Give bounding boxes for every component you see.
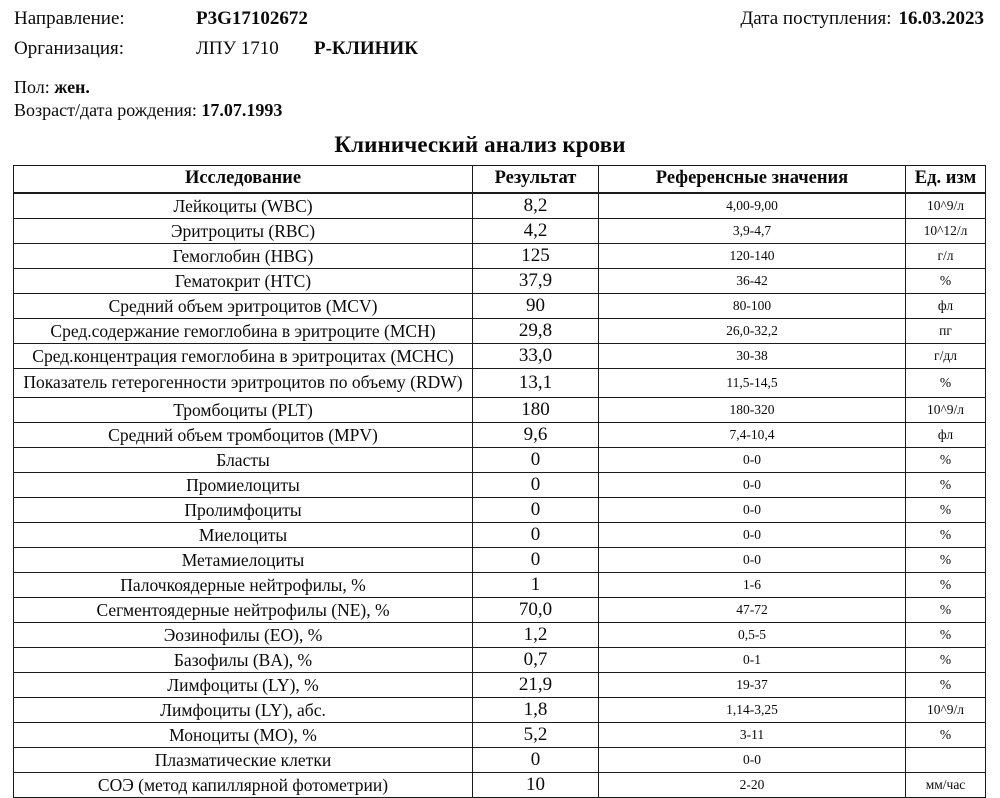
cell-result: 13,1 bbox=[473, 369, 599, 398]
cell-unit: % bbox=[906, 598, 986, 623]
cell-reference: 30-38 bbox=[599, 344, 906, 369]
cell-result: 8,2 bbox=[473, 193, 599, 219]
cell-reference: 0-0 bbox=[599, 548, 906, 573]
cell-unit: % bbox=[906, 723, 986, 748]
cell-reference: 0-0 bbox=[599, 448, 906, 473]
cell-unit: г/дл bbox=[906, 344, 986, 369]
cell-study: СОЭ (метод капиллярной фотометрии) bbox=[14, 773, 473, 798]
cell-reference: 3,9-4,7 bbox=[599, 219, 906, 244]
organization-name: Р-КЛИНИК bbox=[314, 38, 418, 59]
table-row bbox=[14, 573, 986, 598]
cell-study: Моноциты (MO), % bbox=[14, 723, 473, 748]
cell-study: Лимфоциты (LY), % bbox=[14, 673, 473, 698]
table-row bbox=[14, 473, 986, 498]
cell-result: 125 bbox=[473, 244, 599, 269]
cell-reference: 0-0 bbox=[599, 473, 906, 498]
column-header-unit: Ед. изм bbox=[906, 166, 986, 194]
cell-result: 70,0 bbox=[473, 598, 599, 623]
cell-result: 0 bbox=[473, 523, 599, 548]
cell-result: 33,0 bbox=[473, 344, 599, 369]
cell-study: Палочкоядерные нейтрофилы, % bbox=[14, 573, 473, 598]
patient-sex-value: жен. bbox=[54, 77, 90, 97]
patient-sex-label: Пол: bbox=[14, 77, 50, 97]
cell-result: 0,7 bbox=[473, 648, 599, 673]
cell-study: Средний объем эритроцитов (MCV) bbox=[14, 294, 473, 319]
cell-unit: % bbox=[906, 648, 986, 673]
cell-unit: % bbox=[906, 369, 986, 398]
cell-reference: 11,5-14,5 bbox=[599, 369, 906, 398]
document-header bbox=[0, 0, 1000, 122]
cell-study: Средний объем тромбоцитов (MPV) bbox=[14, 423, 473, 448]
cell-reference: 47-72 bbox=[599, 598, 906, 623]
cell-study: Миелоциты bbox=[14, 523, 473, 548]
cell-unit: фл bbox=[906, 294, 986, 319]
cell-unit: 10^9/л bbox=[906, 698, 986, 723]
cell-unit: % bbox=[906, 573, 986, 598]
cell-unit: % bbox=[906, 473, 986, 498]
cell-unit: фл bbox=[906, 423, 986, 448]
organization-code: ЛПУ 1710 bbox=[196, 38, 279, 59]
cell-reference: 7,4-10,4 bbox=[599, 423, 906, 448]
table-row bbox=[14, 698, 986, 723]
cell-unit: % bbox=[906, 448, 986, 473]
cell-study: Эозинофилы (EO), % bbox=[14, 623, 473, 648]
table-row bbox=[14, 294, 986, 319]
cell-reference: 80-100 bbox=[599, 294, 906, 319]
cell-result: 9,6 bbox=[473, 423, 599, 448]
table-row bbox=[14, 398, 986, 423]
column-header-reference: Референсные значения bbox=[599, 166, 906, 194]
page-title: Клинический анализ крови bbox=[334, 132, 626, 158]
cell-unit: % bbox=[906, 523, 986, 548]
admission-date-value: 16.03.2023 bbox=[898, 8, 984, 29]
cell-result: 4,2 bbox=[473, 219, 599, 244]
table-row bbox=[14, 498, 986, 523]
cell-reference: 2-20 bbox=[599, 773, 906, 798]
cell-result: 10 bbox=[473, 773, 599, 798]
cell-result: 180 bbox=[473, 398, 599, 423]
cell-reference: 0-1 bbox=[599, 648, 906, 673]
column-header-result: Результат bbox=[473, 166, 599, 194]
cell-result: 90 bbox=[473, 294, 599, 319]
cell-reference: 0-0 bbox=[599, 523, 906, 548]
column-header-study: Исследование bbox=[14, 166, 473, 194]
cell-unit: % bbox=[906, 269, 986, 294]
cell-study: Метамиелоциты bbox=[14, 548, 473, 573]
cell-study: Сред.содержание гемоглобина в эритроците (MCH) bbox=[14, 319, 473, 344]
cell-study: Гематокрит (HTC) bbox=[14, 269, 473, 294]
organization-row bbox=[14, 39, 986, 58]
cell-study: Сегментоядерные нейтрофилы (NE), % bbox=[14, 598, 473, 623]
cell-study: Плазматические клетки bbox=[14, 748, 473, 773]
cell-unit: % bbox=[906, 673, 986, 698]
admission-date-label: Дата поступления: bbox=[740, 8, 892, 29]
cell-study: Сред.концентрация гемоглобина в эритроцитах (MCHC) bbox=[14, 344, 473, 369]
cell-reference: 180-320 bbox=[599, 398, 906, 423]
cell-study: Эритроциты (RBC) bbox=[14, 219, 473, 244]
cell-unit: % bbox=[906, 498, 986, 523]
table-row bbox=[14, 623, 986, 648]
table-row bbox=[14, 448, 986, 473]
table-row bbox=[14, 193, 986, 219]
cell-reference: 0,5-5 bbox=[599, 623, 906, 648]
cell-reference: 26,0-32,2 bbox=[599, 319, 906, 344]
cell-reference: 1,14-3,25 bbox=[599, 698, 906, 723]
table-row bbox=[14, 219, 986, 244]
table-header bbox=[14, 166, 986, 194]
table-row bbox=[14, 598, 986, 623]
referral-row bbox=[14, 9, 986, 28]
patient-info bbox=[14, 76, 986, 122]
cell-reference: 1-6 bbox=[599, 573, 906, 598]
cell-reference: 19-37 bbox=[599, 673, 906, 698]
patient-birth-label: Возраст/дата рождения: bbox=[14, 100, 197, 121]
cell-result: 29,8 bbox=[473, 319, 599, 344]
lab-results-table bbox=[13, 165, 986, 798]
table-row bbox=[14, 648, 986, 673]
cell-unit: мм/час bbox=[906, 773, 986, 798]
cell-result: 0 bbox=[473, 448, 599, 473]
cell-result: 0 bbox=[473, 748, 599, 773]
table-row bbox=[14, 723, 986, 748]
cell-unit: 10^9/л bbox=[906, 193, 986, 219]
cell-study: Лейкоциты (WBC) bbox=[14, 193, 473, 219]
referral-value: P3G17102672 bbox=[196, 8, 308, 29]
admission-date-group bbox=[740, 9, 986, 28]
cell-result: 0 bbox=[473, 473, 599, 498]
table-row bbox=[14, 748, 986, 773]
cell-reference: 4,00-9,00 bbox=[599, 193, 906, 219]
table-row bbox=[14, 773, 986, 798]
table-row bbox=[14, 673, 986, 698]
patient-sex-row bbox=[14, 76, 986, 99]
patient-birth-row bbox=[14, 99, 986, 122]
cell-unit: % bbox=[906, 548, 986, 573]
cell-reference: 3-11 bbox=[599, 723, 906, 748]
table-row bbox=[14, 369, 986, 398]
cell-unit: г/л bbox=[906, 244, 986, 269]
cell-study: Тромбоциты (PLT) bbox=[14, 398, 473, 423]
table-row bbox=[14, 344, 986, 369]
cell-result: 5,2 bbox=[473, 723, 599, 748]
table-row bbox=[14, 319, 986, 344]
lab-table-container bbox=[0, 165, 1000, 798]
cell-result: 0 bbox=[473, 548, 599, 573]
table-row bbox=[14, 269, 986, 294]
table-row bbox=[14, 523, 986, 548]
cell-reference: 120-140 bbox=[599, 244, 906, 269]
cell-reference: 0-0 bbox=[599, 748, 906, 773]
cell-unit: 10^9/л bbox=[906, 398, 986, 423]
table-row bbox=[14, 244, 986, 269]
cell-study: Пролимфоциты bbox=[14, 498, 473, 523]
cell-study: Промиелоциты bbox=[14, 473, 473, 498]
cell-study: Бласты bbox=[14, 448, 473, 473]
patient-birth-value: 17.07.1993 bbox=[201, 100, 283, 121]
cell-result: 0 bbox=[473, 498, 599, 523]
cell-reference: 36-42 bbox=[599, 269, 906, 294]
cell-unit: % bbox=[906, 623, 986, 648]
organization-label: Организация: bbox=[14, 38, 125, 59]
cell-result: 1,8 bbox=[473, 698, 599, 723]
cell-result: 37,9 bbox=[473, 269, 599, 294]
cell-study: Лимфоциты (LY), абс. bbox=[14, 698, 473, 723]
cell-study: Базофилы (BA), % bbox=[14, 648, 473, 673]
cell-result: 21,9 bbox=[473, 673, 599, 698]
cell-reference: 0-0 bbox=[599, 498, 906, 523]
cell-study: Показатель гетерогенности эритроцитов по объему (RDW) bbox=[14, 369, 473, 398]
cell-unit: пг bbox=[906, 319, 986, 344]
cell-result: 1 bbox=[473, 573, 599, 598]
table-row bbox=[14, 423, 986, 448]
cell-study: Гемоглобин (HBG) bbox=[14, 244, 473, 269]
cell-result: 1,2 bbox=[473, 623, 599, 648]
referral-label: Направление: bbox=[14, 8, 125, 29]
cell-unit: 10^12/л bbox=[906, 219, 986, 244]
table-header-row bbox=[14, 166, 986, 194]
cell-unit bbox=[906, 748, 986, 773]
table-row bbox=[14, 548, 986, 573]
table-body bbox=[14, 193, 986, 798]
